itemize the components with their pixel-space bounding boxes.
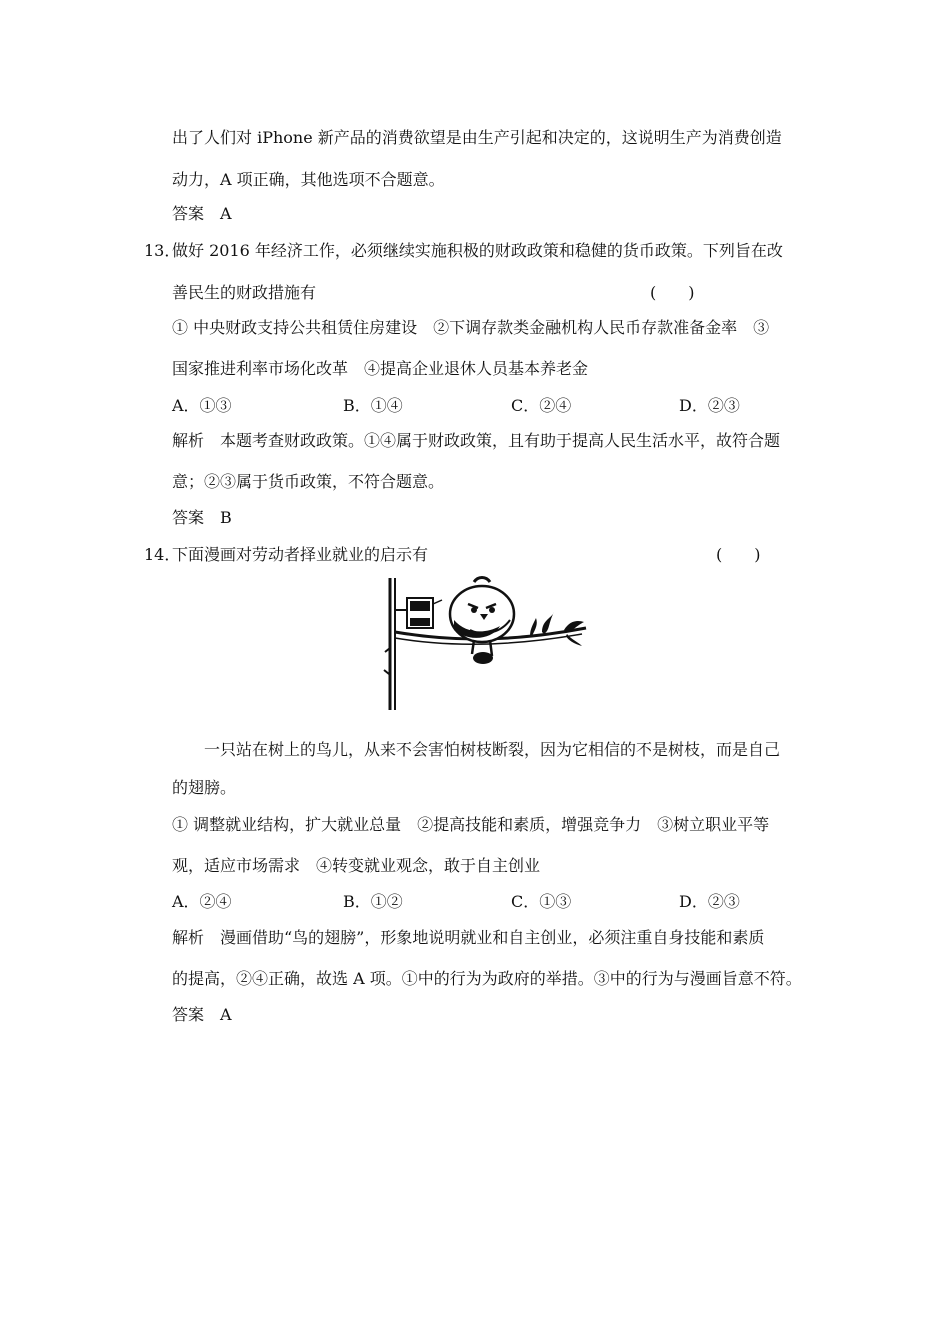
q13-answer-paren: ( ) [650, 283, 695, 302]
q14-items-line2: 观，适应市场需求 ④转变就业观念，敢于自主创业 [172, 856, 541, 875]
q14-option-b: B．①② [343, 892, 403, 911]
q14-option-d: D．②③ [679, 892, 740, 911]
prev-analysis-line1: 出了人们对 iPhone 新产品的消费欲望是由生产引起和决定的，这说明生产为消费创造 [172, 128, 782, 147]
q14-answer-paren: ( ) [716, 545, 761, 564]
cartoon-caption-line1: 一只站在树上的鸟儿，从来不会害怕树枝断裂，因为它相信的不是树枝，而是自己 [204, 740, 781, 759]
q13-option-b: B．①④ [343, 396, 403, 415]
q13-option-c: C．②④ [511, 396, 572, 415]
q13-option-a: A．①③ [172, 396, 232, 415]
q14-option-a: A．②④ [172, 892, 232, 911]
q14-analysis-line2: 的提高，②④正确，故选 A 项。①中的行为为政府的举措。③中的行为与漫画旨意不符。 [172, 969, 802, 988]
q13-items-line2: 国家推进利率市场化改革 ④提高企业退休人员基本养老金 [172, 359, 589, 378]
q13-number: 13． [144, 241, 181, 260]
bird-on-branch-cartoon-icon [382, 574, 590, 712]
q14-items-line1: ① 调整就业结构，扩大就业总量 ②提高技能和素质，增强竞争力 ③树立职业平等 [172, 815, 770, 834]
q14-answer: 答案 A [172, 1005, 232, 1024]
cartoon-caption-line2: 的翅膀。 [172, 778, 237, 797]
q13-option-d: D．②③ [679, 396, 740, 415]
q14-option-c: C．①③ [511, 892, 572, 911]
q14-stem: 下面漫画对劳动者择业就业的启示有 [172, 545, 429, 564]
q13-analysis-line2: 意；②③属于货币政策，不符合题意。 [172, 472, 445, 491]
q13-items-line1: ① 中央财政支持公共租赁住房建设 ②下调存款类金融机构人民币存款准备金率 ③ [172, 318, 770, 337]
prev-answer: 答案 A [172, 204, 232, 223]
q13-analysis-line1: 解析 本题考查财政政策。①④属于财政政策，且有助于提高人民生活水平，故符合题 [172, 431, 781, 450]
q13-stem-line1: 做好 2016 年经济工作，必须继续实施积极的财政政策和稳健的货币政策。下列旨在改 [172, 241, 783, 260]
q14-analysis-line1: 解析 漫画借助“鸟的翅膀”，形象地说明就业和自主创业，必须注重自身技能和素质 [172, 928, 765, 947]
prev-analysis-line2: 动力，A 项正确，其他选项不合题意。 [172, 170, 445, 189]
q14-number: 14． [144, 545, 181, 564]
q13-stem-line2: 善民生的财政措施有 [172, 283, 317, 302]
q13-answer: 答案 B [172, 508, 232, 527]
